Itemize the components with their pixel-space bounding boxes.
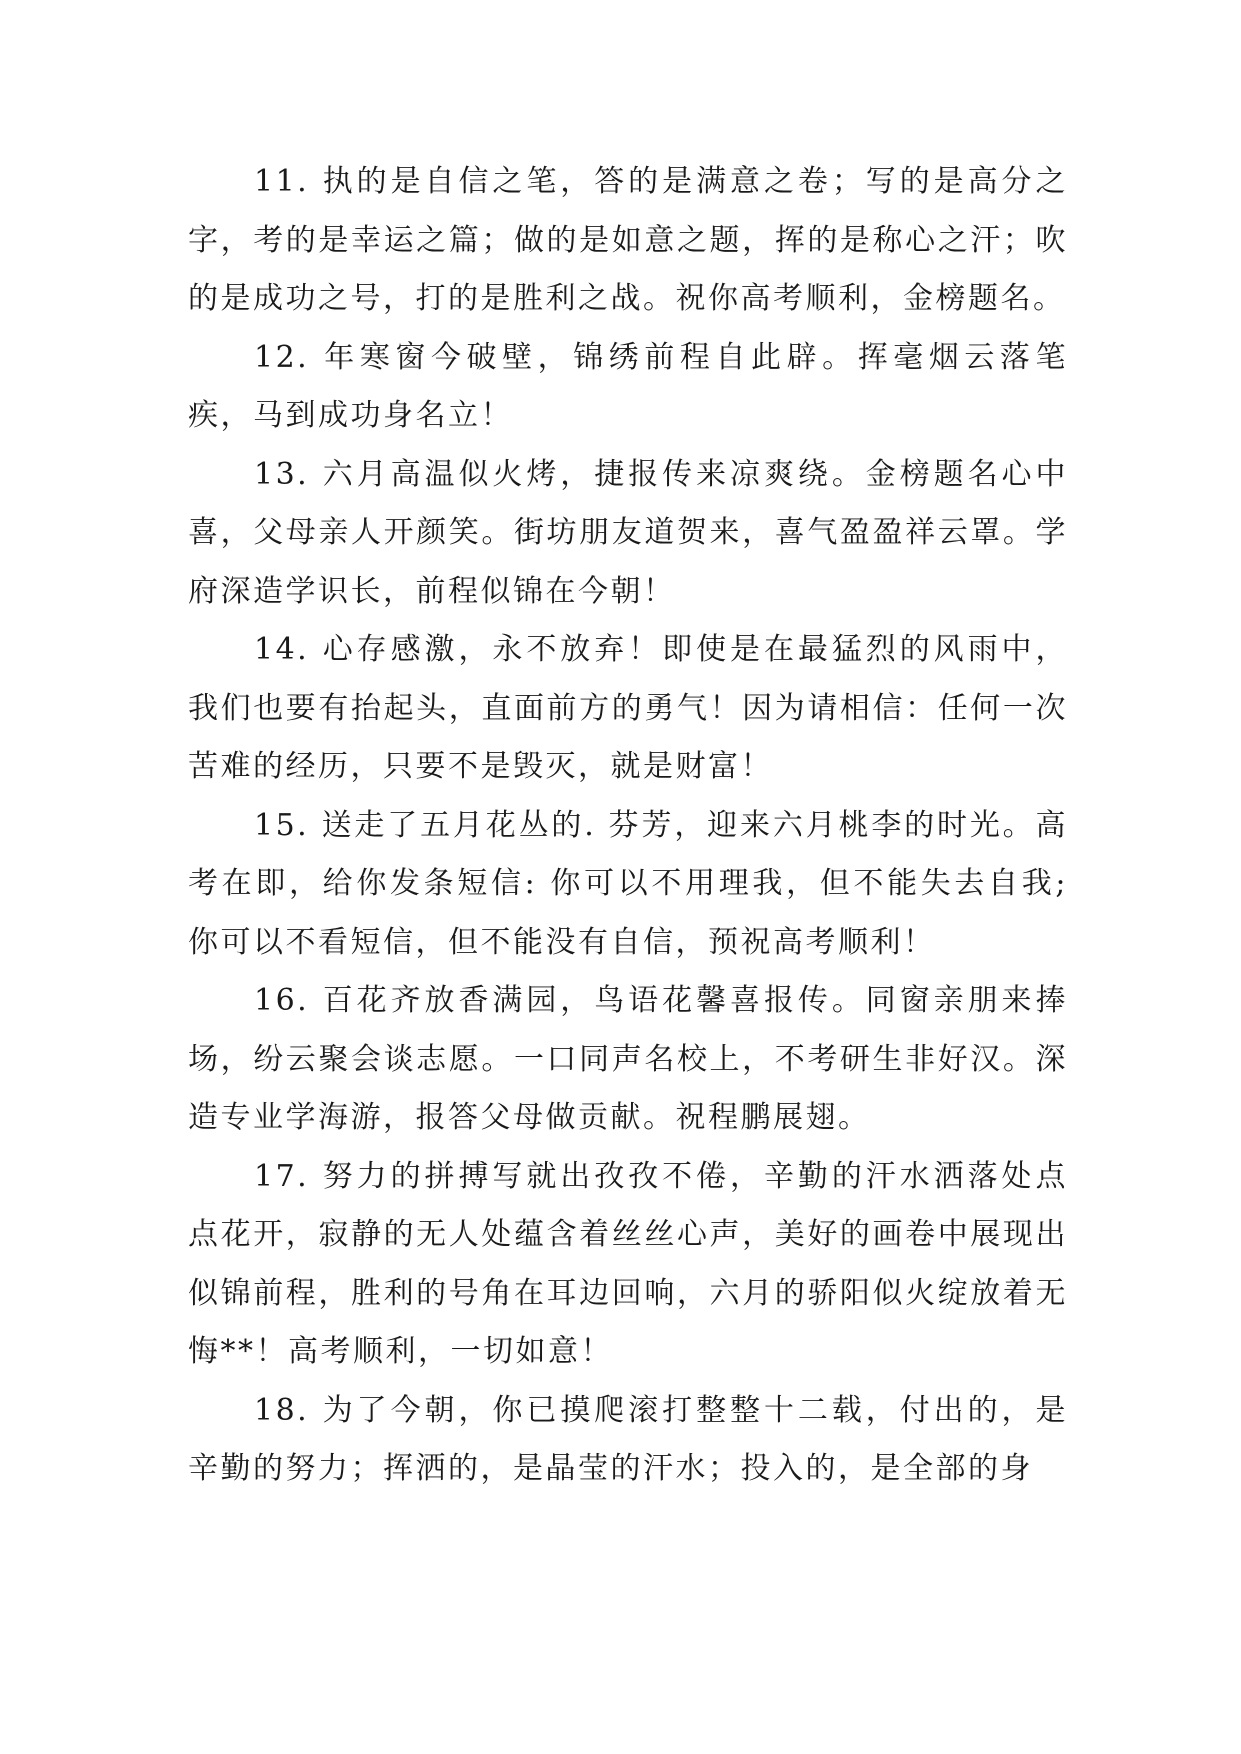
paragraph-18: 18. 为了今朝，你已摸爬滚打整整十二载，付出的，是辛勤的努力；挥洒的，是晶莹的汗水；投入的，是全部的身 <box>188 1392 1068 1486</box>
paragraph-12: 12. 年寒窗今破壁，锦绣前程自此辟。挥毫烟云落笔疾，马到成功身名立！ <box>188 339 1068 433</box>
paragraph-14: 14. 心存感激，永不放弃！即使是在最猛烈的风雨中，我们也要有抬起头，直面前方的勇气！因为请相信：任何一次苦难的经历，只要不是毁灭，就是财富！ <box>188 632 1068 784</box>
paragraph-16: 16. 百花齐放香满园，鸟语花馨喜报传。同窗亲朋来捧场，纷云聚会谈志愿。一口同声名校上，不考研生非好汉。深造专业学海游，报答父母做贡献。祝程鹏展翅。 <box>188 983 1068 1135</box>
paragraph-13: 13. 六月高温似火烤，捷报传来凉爽绕。金榜题名心中喜，父母亲人开颜笑。街坊朋友道贺来，喜气盈盈祥云罩。学府深造学识长，前程似锦在今朝！ <box>188 456 1068 609</box>
paragraph-17: 17. 努力的拼搏写就出孜孜不倦，辛勤的汗水洒落处点点花开，寂静的无人处蕴含着丝丝心声，美好的画卷中展现出似锦前程，胜利的号角在耳边回响，六月的骄阳似火绽放着无悔**！高考顺利，一切如意！ <box>188 1158 1068 1369</box>
document-body <box>188 153 1068 1499</box>
paragraph-11: 11. 执的是自信之笔，答的是满意之卷；写的是高分之字，考的是幸运之篇；做的是如意之题，挥的是称心之汗；吹的是成功之号，打的是胜利之战。祝你高考顺利，金榜题名。 <box>188 164 1068 316</box>
paragraph-15: 15. 送走了五月花丛的. 芬芳，迎来六月桃李的时光。高考在即，给你发条短信: 你可以不用理我，但不能失去自我; 你可以不看短信，但不能没有自信，预祝高考顺利！ <box>188 807 1068 960</box>
